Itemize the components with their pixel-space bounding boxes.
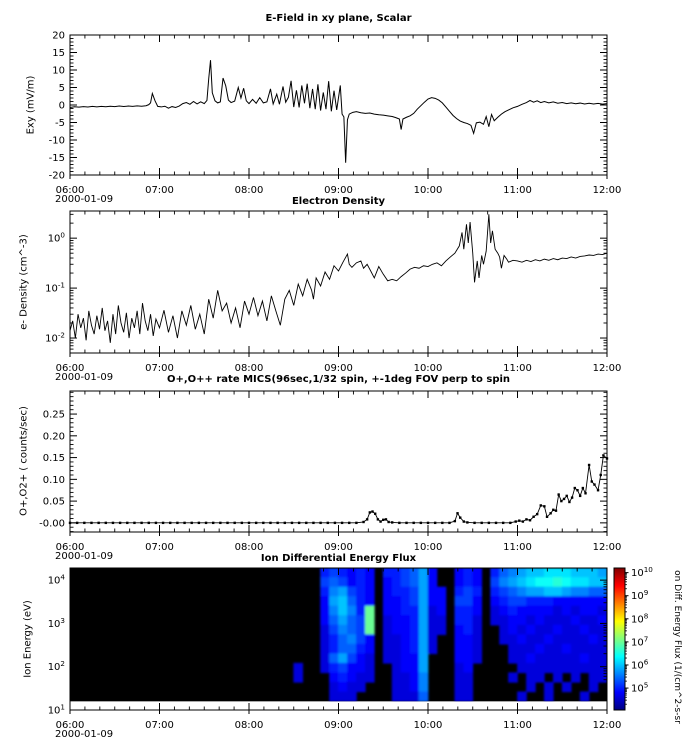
svg-text:12:00: 12:00 (592, 542, 622, 553)
svg-text:0.20: 0.20 (42, 431, 65, 443)
svg-text:11:00: 11:00 (503, 542, 532, 553)
svg-text:100: $10^0$ (47, 230, 65, 245)
svg-text:06:00: 06:00 (55, 720, 85, 731)
svg-text:5: 5 (58, 83, 65, 94)
svg-text:06:00: 06:00 (55, 542, 85, 553)
panel1-title: E-Field in xy plane, Scalar (265, 13, 412, 24)
panel4-y-axis-title: Ion Energy (eV) (22, 600, 34, 678)
svg-text:-5: -5 (55, 118, 65, 129)
svg-text:-0.00: -0.00 (39, 518, 65, 530)
svg-text:10-1: $10^{-1}$ (45, 280, 65, 295)
svg-text:109: $10^9$ (631, 588, 649, 603)
panel2-date-label: 2000-01-09 (55, 372, 114, 383)
svg-text:07:00: 07:00 (145, 185, 174, 196)
panel2-axes (45, 211, 621, 374)
panel3-date-label: 2000-01-09 (55, 551, 114, 562)
svg-text:06:00: 06:00 (55, 363, 85, 374)
svg-text:11:00: 11:00 (503, 720, 532, 731)
svg-text:103: $10^3$ (47, 615, 65, 630)
svg-text:10:00: 10:00 (413, 542, 443, 553)
colorbar-axis-title: on Diff. Energy Flux (1/(cm^2-s-sr (672, 570, 682, 724)
svg-text:0.10: 0.10 (42, 474, 65, 486)
panel3-y-axis-title: O+,O2+ ( counts/sec) (18, 406, 30, 516)
svg-text:0.25: 0.25 (42, 409, 65, 421)
svg-text:10-2: $10^{-2}$ (45, 330, 65, 345)
svg-text:09:00: 09:00 (324, 542, 353, 553)
svg-text:102: $10^2$ (47, 659, 65, 674)
svg-text:08:00: 08:00 (234, 185, 264, 196)
svg-text:07:00: 07:00 (145, 363, 174, 374)
svg-text:07:00: 07:00 (145, 720, 174, 731)
svg-text:07:00: 07:00 (145, 542, 174, 553)
svg-text:-10: -10 (48, 135, 65, 147)
panel3-axes (39, 391, 621, 553)
panel2-series (70, 214, 607, 343)
spectrogram (70, 568, 607, 702)
svg-text:105: $10^5$ (631, 680, 649, 695)
panel2-title: Electron Density (291, 196, 386, 207)
svg-text:11:00: 11:00 (503, 363, 532, 374)
svg-text:104: $10^4$ (47, 572, 65, 587)
svg-text:08:00: 08:00 (234, 363, 264, 374)
panel4-date-label: 2000-01-09 (55, 729, 114, 740)
svg-text:12:00: 12:00 (592, 720, 622, 731)
panel1-date-label: 2000-01-09 (55, 194, 114, 205)
svg-text:108: $10^8$ (631, 611, 649, 626)
svg-text:10: 10 (52, 65, 65, 77)
svg-text:0.05: 0.05 (42, 496, 65, 508)
panel3-title: O+,O++ rate MICS(96sec,1/32 spin, +-1deg FOV perp to spin (166, 374, 511, 385)
panel1-series (70, 60, 607, 163)
colorbar (614, 565, 653, 710)
svg-text:0.15: 0.15 (42, 453, 65, 465)
svg-text:12:00: 12:00 (592, 185, 622, 196)
svg-text:09:00: 09:00 (324, 720, 353, 731)
svg-text:101: $10^1$ (47, 702, 65, 717)
svg-text:10:00: 10:00 (413, 720, 443, 731)
svg-text:20: 20 (52, 30, 65, 42)
panel3-series (69, 454, 608, 524)
svg-text:08:00: 08:00 (234, 720, 264, 731)
svg-text:-15: -15 (48, 153, 65, 164)
panel4-title: Ion Differential Energy Flux (260, 553, 417, 564)
svg-text:0: 0 (58, 100, 65, 112)
svg-text:08:00: 08:00 (234, 542, 264, 553)
svg-text:12:00: 12:00 (592, 363, 622, 374)
svg-text:10:00: 10:00 (413, 363, 443, 374)
panel2-y-axis-title: e- Density (cm^-3) (18, 234, 30, 330)
svg-text:06:00: 06:00 (55, 185, 85, 196)
svg-text:1010: $10^{10}$ (631, 565, 653, 580)
panel1-y-axis-title: Exy (mV/m) (25, 75, 37, 135)
svg-text:11:00: 11:00 (503, 185, 532, 196)
svg-text:107: $10^7$ (631, 634, 649, 649)
svg-text:106: $10^6$ (631, 657, 649, 672)
svg-text:15: 15 (52, 48, 65, 59)
panel1-axes (49, 31, 622, 197)
svg-text:09:00: 09:00 (324, 363, 353, 374)
svg-text:10:00: 10:00 (413, 185, 443, 196)
svg-text:09:00: 09:00 (324, 185, 353, 196)
svg-text:-20: -20 (48, 170, 65, 182)
